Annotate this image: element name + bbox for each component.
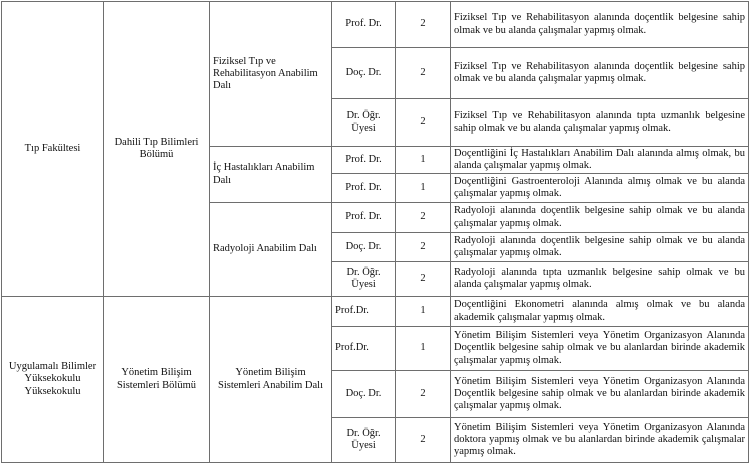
requirement-cell: Radyoloji alanında doçentlik belgesine sahip olmak ve bu alanda çalışmalar yapmış olmak.	[451, 203, 749, 233]
requirement-cell: Yönetim Bilişim Sistemleri veya Yönetim Organizasyon Alanında doktora yapmış olmak ve bu alanlardan birinde akademik çalışmalar yapmış olmak.	[451, 418, 749, 463]
title-cell: Prof. Dr.	[332, 203, 396, 233]
title-cell: Doç. Dr.	[332, 48, 396, 99]
count-cell: 1	[396, 147, 451, 174]
requirement-cell: Fiziksel Tıp ve Rehabilitasyon alanında tıpta uzmanlık belgesine sahip olmak ve bu alanda çalışmalar yapmış olmak.	[451, 99, 749, 147]
table-row	[2, 297, 749, 327]
title-cell: Dr. Öğr. Üyesi	[332, 418, 396, 463]
count-cell: 2	[396, 262, 451, 297]
positions-table	[1, 1, 749, 463]
title-cell: Dr. Öğr. Üyesi	[332, 262, 396, 297]
requirement-cell: Fiziksel Tıp ve Rehabilitasyon alanında doçentlik belgesine sahip olmak ve bu alanda çalışmalar yapmış olmak.	[451, 48, 749, 99]
count-cell: 2	[396, 99, 451, 147]
department-cell: Dahili Tıp Bilimleri Bölümü	[104, 2, 210, 297]
count-cell: 2	[396, 2, 451, 48]
requirement-cell: Doçentliğini Gastroenteroloji Alanında almış olmak ve bu alanda çalışmalar yapmış olmak.	[451, 174, 749, 203]
title-cell: Prof. Dr.	[332, 2, 396, 48]
title-cell: Prof.Dr.	[332, 297, 396, 327]
requirement-cell: Doçentliğini Ekonometri alanında almış olmak ve bu alanda akademik çalışmalar yapmış olmak.	[451, 297, 749, 327]
table-row	[2, 2, 749, 48]
count-cell: 2	[396, 371, 451, 418]
division-cell: Yönetim Bilişim Sistemleri Anabilim Dalı	[210, 297, 332, 463]
count-cell: 1	[396, 297, 451, 327]
faculty-cell: Tıp Fakültesi	[2, 2, 104, 297]
requirement-cell: Doçentliğini İç Hastalıkları Anabilim Dalı alanında almış olmak, bu alanda çalışmalar yapmış olmak.	[451, 147, 749, 174]
requirement-cell: Yönetim Bilişim Sistemleri veya Yönetim Organizasyon Alanında Doçentlik belgesine sahip olmak ve bu alanlardan birinde akademik çalışmalar yapmış olmak.	[451, 327, 749, 371]
requirement-cell: Radyoloji alanında tıpta uzmanlık belgesine sahip olmak ve bu alanda çalışmalar yapmış olmak.	[451, 262, 749, 297]
count-cell: 2	[396, 418, 451, 463]
count-cell: 1	[396, 174, 451, 203]
title-cell: Prof.Dr.	[332, 327, 396, 371]
division-cell: Radyoloji Anabilim Dalı	[210, 203, 332, 297]
title-cell: Prof. Dr.	[332, 174, 396, 203]
requirement-cell: Radyoloji alanında doçentlik belgesine sahip olmak ve bu alanda çalışmalar yapmış olmak.	[451, 233, 749, 262]
title-cell: Dr. Öğr. Üyesi	[332, 99, 396, 147]
division-cell: İç Hastalıkları Anabilim Dalı	[210, 147, 332, 203]
requirement-cell: Fiziksel Tıp ve Rehabilitasyon alanında doçentlik belgesine sahip olmak ve bu alanda çalışmalar yapmış olmak.	[451, 2, 749, 48]
faculty-cell: Uygulamalı Bilimler Yüksekokulu Yüksekokulu	[2, 297, 104, 463]
count-cell: 2	[396, 48, 451, 99]
requirement-cell: Yönetim Bilişim Sistemleri veya Yönetim Organizasyon Alanında Doçentlik belgesine sahip olmak ve bu alanlardan birinde akademik çalışmalar yapmış olmak.	[451, 371, 749, 418]
title-cell: Doç. Dr.	[332, 233, 396, 262]
count-cell: 2	[396, 233, 451, 262]
department-cell: Yönetim Bilişim Sistemleri Bölümü	[104, 297, 210, 463]
title-cell: Doç. Dr.	[332, 371, 396, 418]
count-cell: 2	[396, 203, 451, 233]
division-cell: Fiziksel Tıp ve Rehabilitasyon Anabilim Dalı	[210, 2, 332, 147]
title-cell: Prof. Dr.	[332, 147, 396, 174]
count-cell: 1	[396, 327, 451, 371]
